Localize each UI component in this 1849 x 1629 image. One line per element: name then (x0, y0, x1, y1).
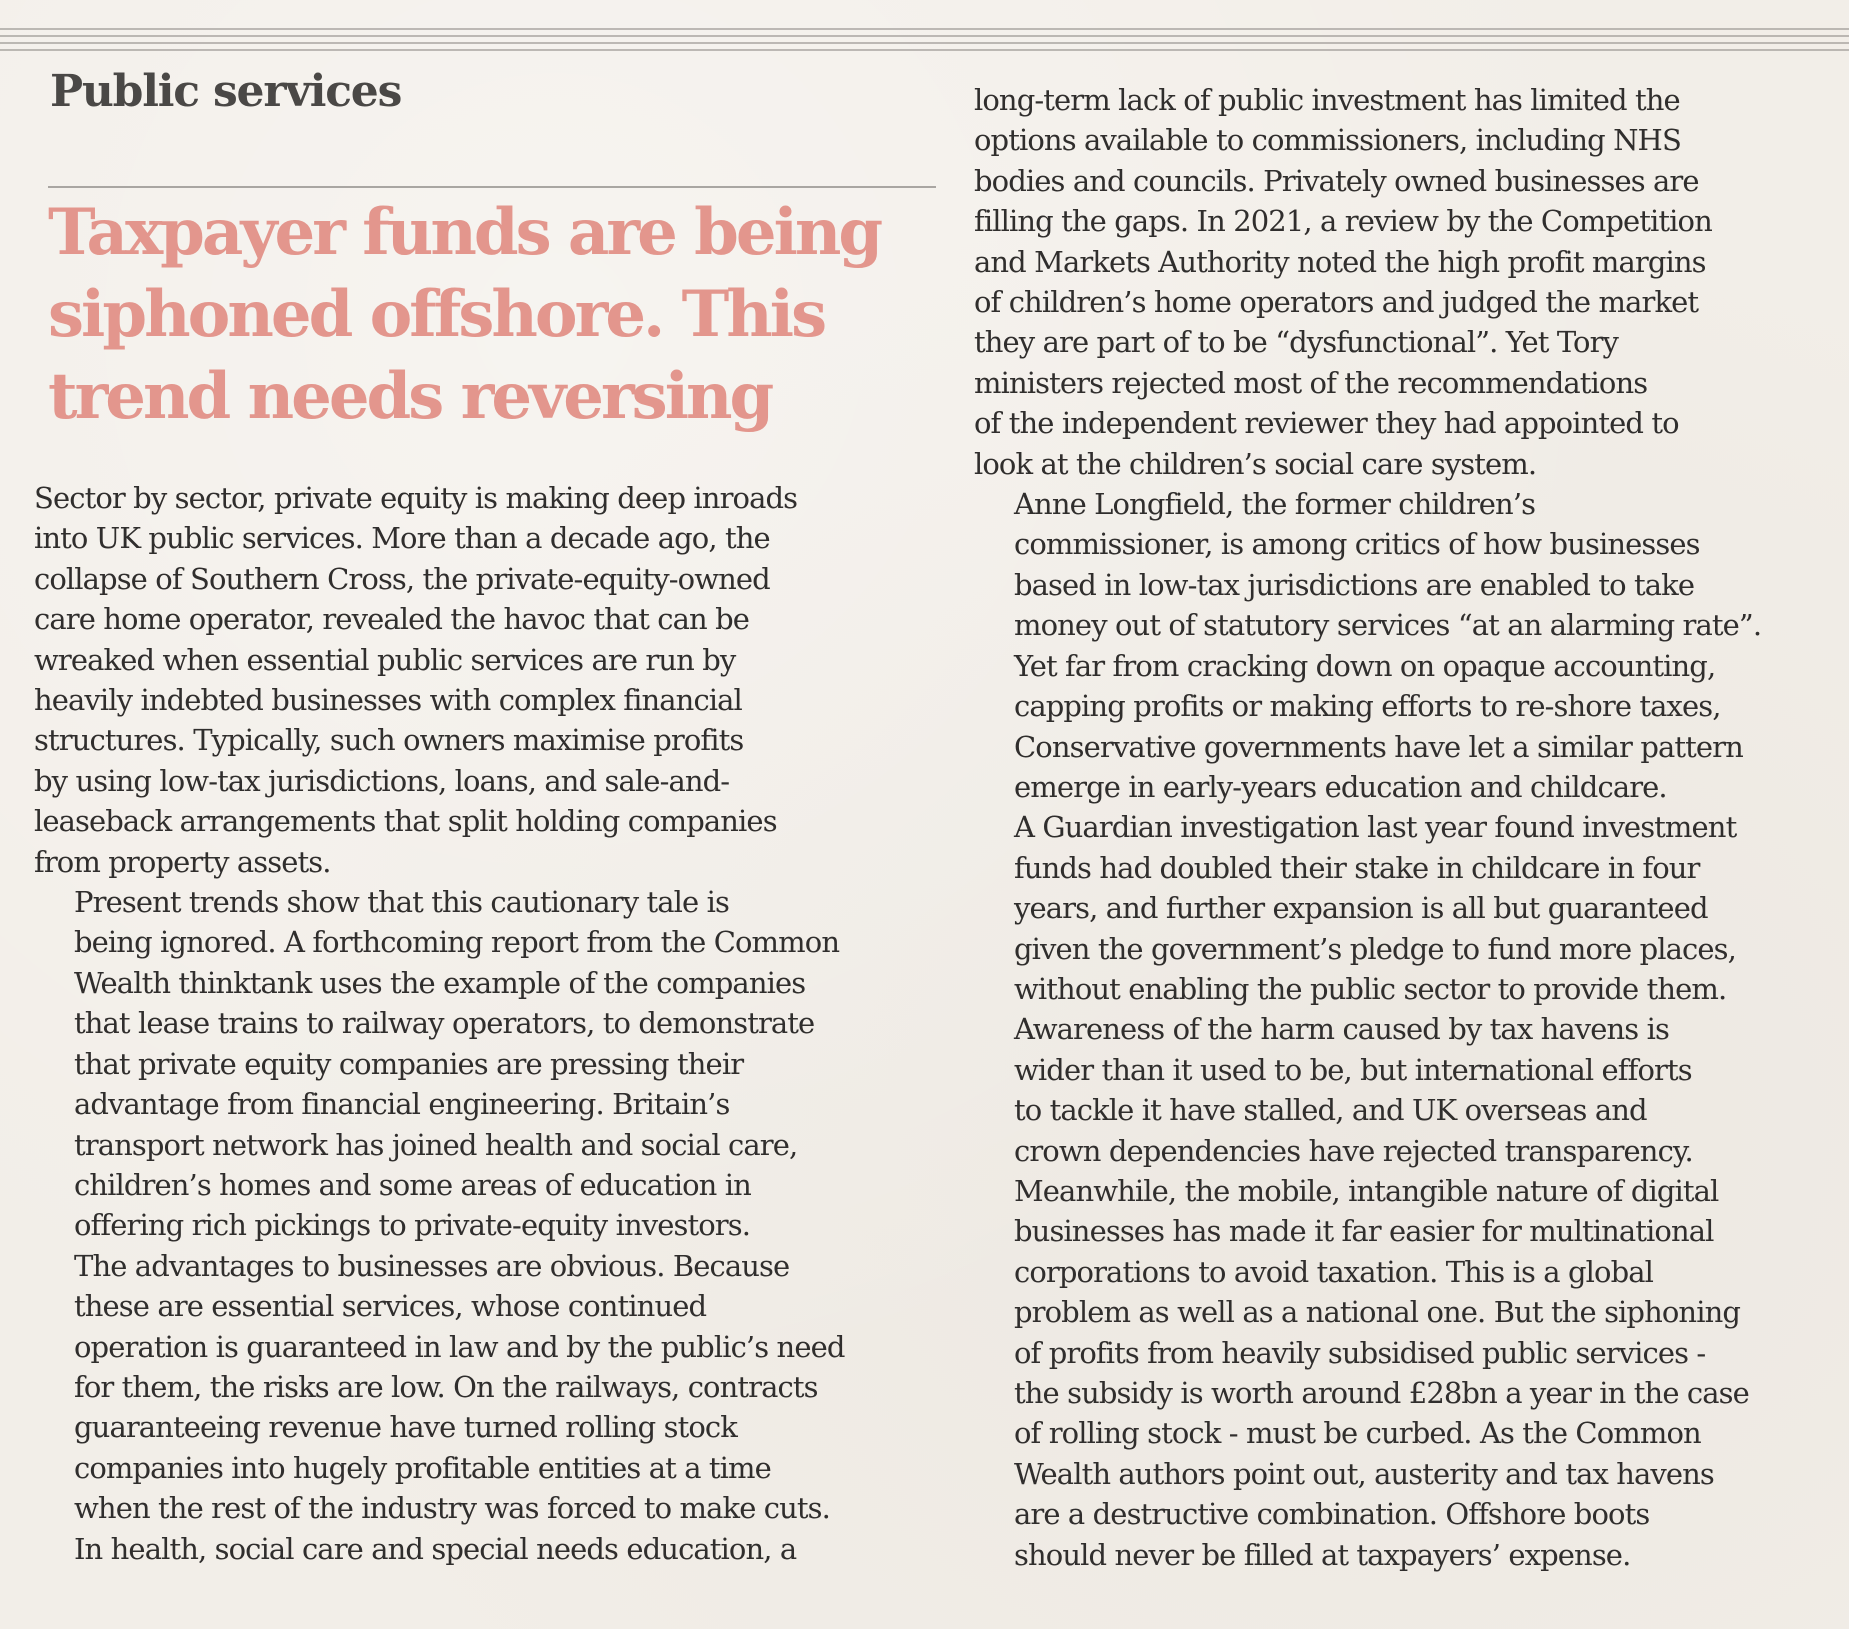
paragraph-line: structures. Typically, such owners maximise profits (34, 723, 744, 758)
paragraph-line: corporations to avoid taxation. This is a global (1014, 1254, 1654, 1289)
paragraph-line: look at the children’s social care system. (974, 446, 1537, 481)
paragraph-line: advantage from financial engineering. Britain’s (74, 1087, 730, 1122)
paragraph-line: Anne Longfield, the former children’s (1014, 487, 1536, 522)
paragraph-line: The advantages to businesses are obvious. Because (74, 1248, 790, 1283)
paragraph-line: Wealth authors point out, austerity and tax havens (1014, 1456, 1714, 1491)
paragraph-line: money out of statutory services “at an alarming rate”. (1014, 608, 1762, 643)
article-paragraph (34, 478, 934, 882)
paragraph-line: into UK public services. More than a decade ago, the (34, 521, 770, 556)
rule-line (0, 28, 1849, 30)
paragraph-line: to tackle it have stalled, and UK overseas and (1014, 1093, 1647, 1128)
paragraph-line: transport network has joined health and social care, (74, 1127, 798, 1162)
rule-line (0, 35, 1849, 37)
paragraph-line: offering rich pickings to private-equity investors. (74, 1208, 751, 1243)
paragraph-line: heavily indebted businesses with complex financial (34, 683, 742, 718)
paragraph-line: care home operator, revealed the havoc that can be (34, 602, 750, 637)
article-paragraph (974, 484, 1834, 1009)
paragraph-line: of children’s home operators and judged the market (974, 285, 1699, 320)
paragraph-line: crown dependencies have rejected transparency. (1014, 1133, 1693, 1168)
paragraph-line: Yet far from cracking down on opaque accounting, (1014, 648, 1716, 683)
paragraph-line: are a destructive combination. Offshore boots (1014, 1497, 1650, 1532)
paragraph-line: guaranteeing revenue have turned rolling stock (74, 1410, 737, 1445)
paragraph-line: bodies and councils. Privately owned businesses are (974, 163, 1699, 198)
paragraph-line: when the rest of the industry was forced to make cuts. (74, 1491, 830, 1526)
headline-line: trend needs reversing (48, 359, 772, 434)
paragraph-line: ministers rejected most of the recommendations (974, 365, 1648, 400)
paragraph-line: Awareness of the harm caused by tax havens is (1014, 1012, 1669, 1047)
paragraph-line: children’s homes and some areas of education in (74, 1167, 751, 1202)
article-paragraph (34, 882, 934, 1246)
paragraph-line: long-term lack of public investment has limited the (974, 83, 1680, 117)
paragraph-line: options available to commissioners, including NHS (974, 123, 1681, 158)
paragraph-line: should never be filled at taxpayers’ expense. (1014, 1537, 1631, 1572)
paragraph-line: capping profits or making efforts to re-shore taxes, (1014, 689, 1721, 724)
paragraph-line: based in low-tax jurisdictions are enabled to take (1014, 567, 1695, 602)
article-paragraph (974, 80, 1834, 484)
paragraph-line: Present trends show that this cautionary tale is (74, 885, 729, 920)
paragraph-line: of the independent reviewer they had appointed to (974, 406, 1679, 441)
paragraph-line: given the government’s pledge to fund more places, (1014, 931, 1736, 966)
article-paragraph (34, 1529, 934, 1569)
paragraph-line: problem as well as a national one. But the siphoning (1014, 1295, 1741, 1330)
paragraph-line: funds had doubled their stake in childcare in four (1014, 850, 1700, 885)
paragraph-line: Conservative governments have let a similar pattern (1014, 729, 1743, 764)
headline-line: Taxpayer funds are being (48, 195, 881, 270)
paragraph-line: for them, the risks are low. On the railways, contracts (74, 1369, 818, 1404)
article-paragraph (34, 1246, 934, 1529)
paragraph-line: leaseback arrangements that split holding companies (34, 804, 777, 839)
paragraph-line: of profits from heavily subsidised public services - (1014, 1335, 1706, 1370)
rule-line (0, 42, 1849, 44)
section-label: Public services (50, 66, 402, 117)
paragraph-line: by using low-tax jurisdictions, loans, and sale-and- (34, 763, 730, 798)
paragraph-line: from property assets. (34, 844, 331, 879)
paragraph-line: collapse of Southern Cross, the private-equity-owned (34, 561, 770, 596)
paragraph-line: wider than it used to be, but international efforts (1014, 1052, 1692, 1087)
paragraph-line: without enabling the public sector to provide them. (1014, 971, 1727, 1006)
paragraph-line: Wealth thinktank uses the example of the companies (74, 965, 806, 1000)
paragraph-line: commissioner, is among critics of how businesses (1014, 527, 1700, 562)
paragraph-line: of rolling stock - must be curbed. As the Common (1014, 1416, 1701, 1451)
paragraph-line: the subsidy is worth around £28bn a year in the case (1014, 1376, 1749, 1410)
paragraph-line: A Guardian investigation last year found investment (1014, 810, 1737, 845)
paragraph-line: In health, social care and special needs education, a (74, 1531, 797, 1566)
paragraph-line: these are essential services, whose continued (74, 1289, 707, 1324)
paragraph-line: companies into hugely profitable entities at a time (74, 1450, 771, 1485)
paragraph-line: businesses has made it far easier for multinational (1014, 1214, 1714, 1249)
paragraph-line: and Markets Authority noted the high profit margins (974, 244, 1706, 279)
left-column (34, 478, 934, 1569)
headline (48, 192, 948, 438)
right-column (974, 80, 1834, 1575)
paragraph-line: Sector by sector, private equity is making deep inroads (34, 481, 798, 515)
paragraph-line: that lease trains to railway operators, to demonstrate (74, 1006, 815, 1041)
paragraph-line: that private equity companies are pressing their (74, 1046, 744, 1081)
headline-line: siphoned offshore. This (48, 277, 825, 352)
rule-line (0, 49, 1849, 51)
paragraph-line: emerge in early-years education and childcare. (1014, 769, 1667, 804)
headline-rule (48, 186, 936, 188)
top-rules (0, 28, 1849, 68)
article-paragraph (974, 1009, 1834, 1575)
paragraph-line: Meanwhile, the mobile, intangible nature of digital (1014, 1173, 1719, 1208)
paragraph-line: years, and further expansion is all but guaranteed (1014, 891, 1708, 926)
paragraph-line: operation is guaranteed in law and by the public’s need (74, 1329, 845, 1364)
paragraph-line: filling the gaps. In 2021, a review by the Competition (974, 204, 1712, 239)
paragraph-line: being ignored. A forthcoming report from the Common (74, 925, 840, 960)
paragraph-line: wreaked when essential public services are run by (34, 642, 736, 677)
paragraph-line: they are part of to be “dysfunctional”. Yet Tory (974, 325, 1619, 360)
